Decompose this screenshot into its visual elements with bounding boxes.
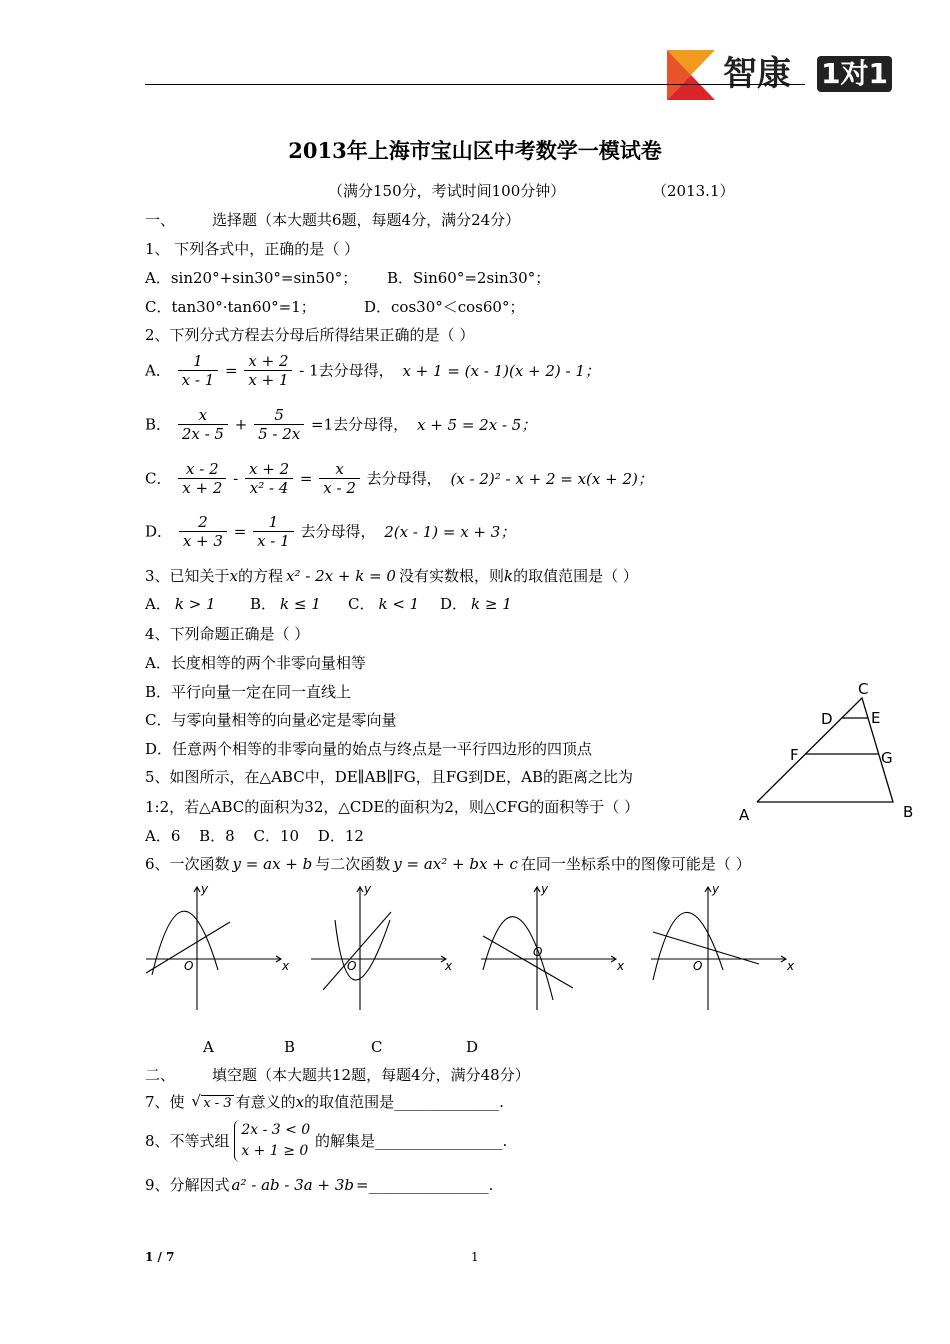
fraction: $\frac{5}{5 - 2x}$ xyxy=(254,406,304,443)
q1-stem: 1、 下列各式中，正确的是（ ） xyxy=(145,240,360,258)
fraction: $\frac{x - 2}{x + 2}$ xyxy=(178,460,226,497)
logo-mark-icon xyxy=(667,50,715,100)
option-label: B． xyxy=(145,415,172,434)
section2-heading: 填空题（本大题共12题，每题4分，满分48分） xyxy=(212,1066,530,1084)
logo xyxy=(667,50,893,100)
expression-tail: =1 xyxy=(311,415,334,434)
q1-option-c: C．tan30°·tan60°=1； xyxy=(145,298,316,316)
q2-option-b xyxy=(145,406,536,443)
q3-text-2: 的方程 xyxy=(238,567,284,585)
label-g: G xyxy=(881,749,893,767)
label-a: A xyxy=(739,806,750,824)
sqrt-expression: √ x - 3 xyxy=(191,1092,232,1111)
q3-option-c: C． k < 1 xyxy=(348,595,420,613)
fraction: $\frac{1}{x - 1}$ xyxy=(253,513,294,550)
q3-var-k: k xyxy=(503,567,514,585)
q6-text-2: 与二次函数 xyxy=(315,855,391,873)
q1-option-a: A．sin20°+sin30°=sin50°； xyxy=(145,269,358,287)
label-d: D xyxy=(821,710,833,728)
fraction: $\frac{2}{x + 3}$ xyxy=(179,513,227,550)
minus-sign: - xyxy=(233,469,239,488)
header-rule xyxy=(145,84,805,85)
option-result: 2(x - 1) = x + 3； xyxy=(384,522,516,541)
q5-options: A．6 B．8 C．10 D．12 xyxy=(145,827,364,845)
page-title: 2013年上海市宝山区中考数学一模试卷 xyxy=(288,138,662,163)
option-result: x + 5 = 2x - 5； xyxy=(416,415,537,434)
axis-y-label: y xyxy=(364,882,372,896)
answer-blank[interactable]: ________________. xyxy=(368,1176,494,1194)
graph-d xyxy=(645,880,800,1020)
axis-y-label: y xyxy=(201,882,209,896)
axis-x-label: x xyxy=(787,959,795,973)
option-label: A． xyxy=(145,361,171,380)
q3-var-x: x xyxy=(229,567,239,585)
q1-option-d: D．cos30°＜cos60°； xyxy=(364,298,525,316)
equals-sign: = xyxy=(233,522,247,541)
fraction: $\frac{x + 2}{x + 1}$ xyxy=(244,352,292,389)
option-text: 去分母得， xyxy=(318,361,394,380)
option-text: 去分母得， xyxy=(333,415,409,434)
graph-label-d: D xyxy=(466,1038,479,1056)
axis-y-label: y xyxy=(712,882,720,896)
graph-label-c: C xyxy=(371,1038,383,1056)
subtitle: （满分150分，考试时间100分钟） xyxy=(328,182,566,200)
q7-var-x: x xyxy=(295,1093,305,1111)
option-label: C． xyxy=(145,469,172,488)
option-result: (x - 2)² - x + 2 = x(x + 2)； xyxy=(450,469,653,488)
q8 xyxy=(145,1120,507,1164)
origin-label: O xyxy=(184,959,194,973)
q8-text-1: 8、不等式组 xyxy=(145,1132,230,1150)
q4-option-d: D．任意两个相等的非零向量的始点与终点是一平行四边形的四顶点 xyxy=(145,740,593,758)
origin-label: O xyxy=(533,945,543,959)
fraction: $\frac{1}{x - 1}$ xyxy=(178,352,219,389)
origin-label: O xyxy=(693,959,703,973)
option-text: 去分母得， xyxy=(366,469,442,488)
fraction: $\frac{x + 2}{\text{x² - 4}}$ xyxy=(245,460,293,497)
q8-text-2: 的解集是 xyxy=(315,1132,376,1150)
section2-number: 二、 xyxy=(145,1066,176,1084)
page-number: 1 xyxy=(471,1250,479,1264)
section1-heading: 选择题（本大题共6题，每题4分，满分24分） xyxy=(212,211,521,229)
axis-x-label: x xyxy=(282,959,290,973)
equals-sign: = xyxy=(299,469,313,488)
q3-option-a: A． k > 1 xyxy=(145,595,216,613)
q4-option-c: C．与零向量相等的向量必定是零向量 xyxy=(145,711,397,729)
q7-text-1: 7、使 xyxy=(145,1093,185,1111)
q9-equals: = xyxy=(356,1176,369,1194)
q2-option-d xyxy=(145,513,515,550)
q1-option-b: B．Sin60°=2sin30°； xyxy=(387,269,551,287)
q9 xyxy=(145,1176,493,1194)
graph-label-b: B xyxy=(284,1038,296,1056)
q6-text-3: 在同一坐标系中的图像可能是（ ） xyxy=(520,855,751,873)
axis-x-label: x xyxy=(445,959,453,973)
label-e: E xyxy=(871,709,881,727)
answer-blank[interactable]: ______________. xyxy=(394,1093,504,1111)
q7-text-2: 有意义的 xyxy=(235,1093,296,1111)
q3-option-b: B． k ≤ 1 xyxy=(250,595,321,613)
q9-expression: a² - ab - 3a + 3b xyxy=(231,1176,354,1194)
q6-stem xyxy=(145,855,751,873)
q6-quadratic-function: y = ax² + bx + c xyxy=(393,855,518,873)
fraction: $\frac{x}{2x - 5}$ xyxy=(178,406,228,443)
q4-stem: 4、下列命题正确是（ ） xyxy=(145,625,310,643)
q3-text-1: 3、已知关于 xyxy=(145,567,230,585)
q3-text-4: 的取值范围是（ ） xyxy=(513,567,638,585)
q9-text-1: 9、分解因式 xyxy=(145,1176,230,1194)
page-indicator: 1 / 7 xyxy=(145,1250,175,1264)
q4-option-a: A．长度相等的两个非零向量相等 xyxy=(145,654,366,672)
graph-b xyxy=(305,880,460,1020)
exam-date: （2013.1） xyxy=(652,182,735,200)
label-c: C xyxy=(858,680,869,698)
axis-y-label: y xyxy=(541,882,549,896)
q3-stem xyxy=(145,567,638,585)
q4-option-b: B．平行向量一定在同一直线上 xyxy=(145,683,352,701)
q6-linear-function: y = ax + b xyxy=(232,855,313,873)
fraction: $\frac{x}{x - 2}$ xyxy=(319,460,360,497)
equals-sign: = xyxy=(225,361,238,380)
q6-text-1: 6、一次函数 xyxy=(145,855,230,873)
label-f: F xyxy=(790,746,799,764)
q2-option-c xyxy=(145,460,653,497)
q7 xyxy=(145,1093,504,1112)
answer-blank[interactable]: _________________. xyxy=(375,1132,508,1150)
origin-label: O xyxy=(347,959,357,973)
inequality-system: 2x - 3 < 0 x + 1 ≥ 0 xyxy=(234,1120,310,1162)
logo-badge: 1对1 xyxy=(817,56,892,92)
option-label: D． xyxy=(145,522,173,541)
section1-number: 一、 xyxy=(145,211,176,229)
q2-stem: 2、下列分式方程去分母后所得结果正确的是（ ） xyxy=(145,326,475,344)
q2-option-a xyxy=(145,352,600,389)
graph-label-a: A xyxy=(203,1038,214,1056)
q5-line2: 1:2，若△ABC的面积为32，△CDE的面积为2，则△CFG的面积等于（ ） xyxy=(145,798,640,816)
option-result: x + 1 = (x - 1)(x + 2) - 1； xyxy=(402,361,600,380)
q3-text-3: 没有实数根，则 xyxy=(398,567,504,585)
graph-a xyxy=(140,880,295,1020)
option-text: 去分母得， xyxy=(300,522,376,541)
q5-line1: 5、如图所示，在△ABC中，DE∥AB∥FG，且FG到DE，AB的距离之比为 xyxy=(145,768,633,786)
logo-text: 智康 xyxy=(723,54,791,94)
expression-tail: - 1 xyxy=(299,361,319,380)
q3-option-d: D． k ≥ 1 xyxy=(440,595,512,613)
q7-text-3: 的取值范围是 xyxy=(304,1093,395,1111)
q3-equation: x² - 2x + k = 0 xyxy=(286,567,396,585)
triangle-figure xyxy=(730,676,920,826)
graph-c xyxy=(475,880,630,1020)
label-b: B xyxy=(903,803,914,821)
axis-x-label: x xyxy=(617,959,625,973)
plus-sign: + xyxy=(234,415,248,434)
